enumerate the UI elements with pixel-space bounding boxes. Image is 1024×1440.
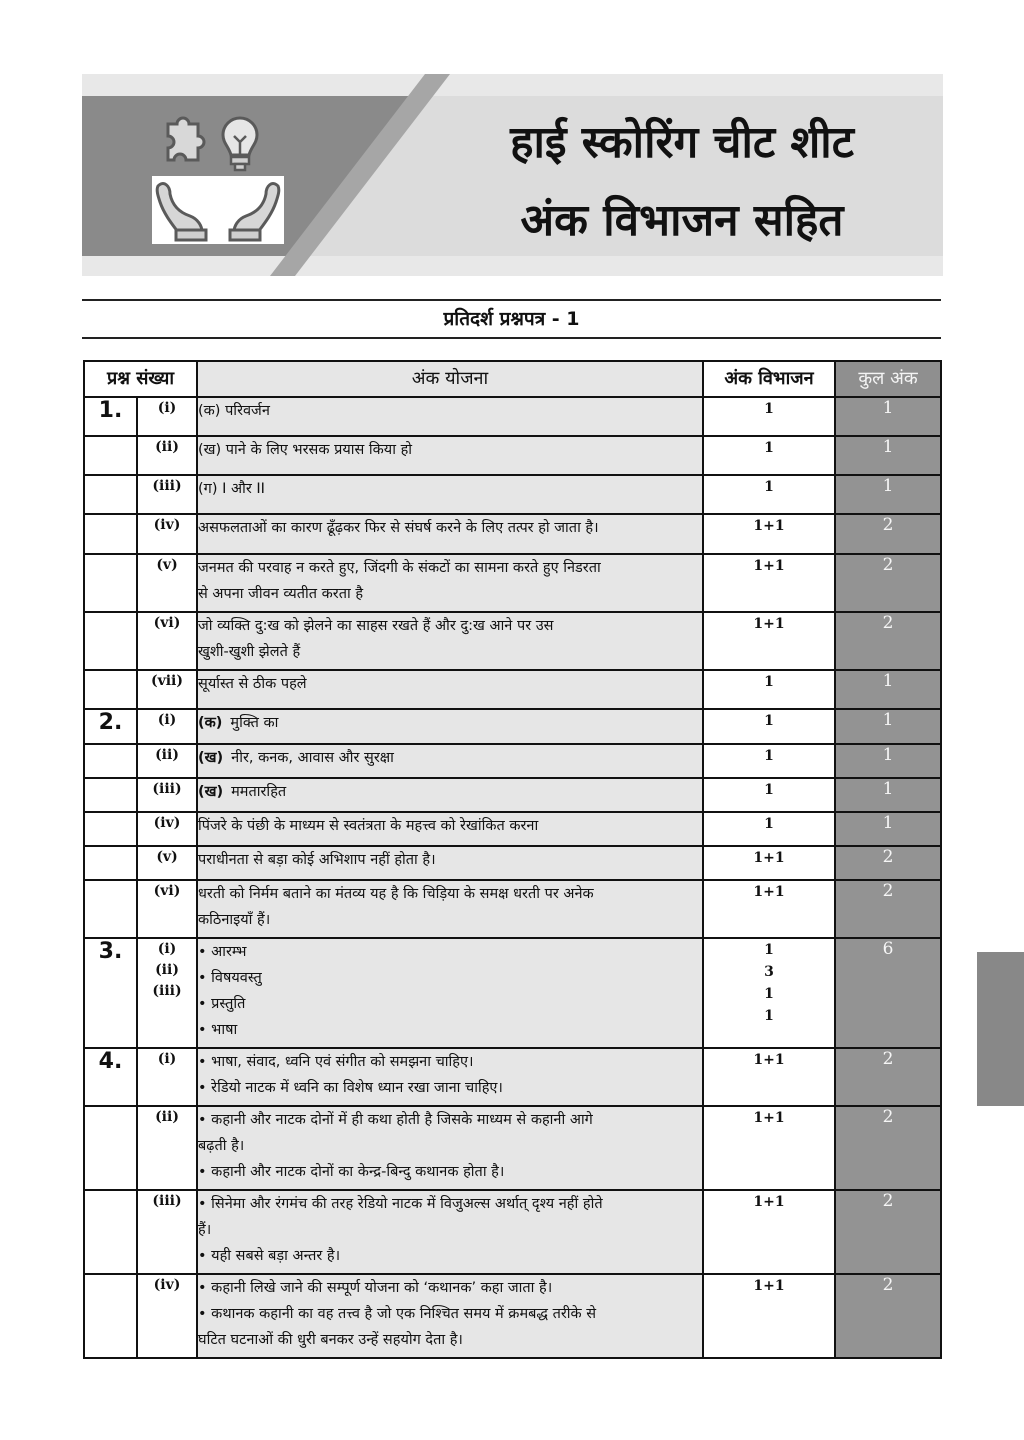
question-number — [84, 514, 137, 554]
answer-scheme — [197, 938, 703, 1048]
answer-text: पिंजरे के पंछी के माध्यम से स्वतंत्रता के महत्त्व को रेखांकित करना — [198, 818, 539, 834]
marks-split — [703, 812, 835, 846]
split-value: 1 — [764, 748, 774, 764]
answer-text: कठिनाइयाँ हैं। — [198, 912, 271, 928]
total-marks: 1 — [835, 475, 941, 514]
total-marks: 1 — [835, 778, 941, 812]
marks-split — [703, 397, 835, 436]
total-marks: 2 — [835, 1048, 941, 1106]
answer-text: असफलताओं का कारण ढूँढ़कर फिर से संघर्ष करने के लिए तत्पर हो जाता है। — [198, 520, 599, 536]
answer-text: बढ़ती है। — [198, 1138, 245, 1154]
marking-scheme-table — [83, 360, 942, 1359]
table-row — [84, 1106, 941, 1190]
sub-question-number — [137, 514, 197, 554]
sub-number: (i) — [157, 712, 177, 728]
sub-number: (ii) — [155, 747, 179, 763]
answer-scheme — [197, 778, 703, 812]
table-row — [84, 612, 941, 670]
marks-split — [703, 436, 835, 475]
sub-question-number — [137, 475, 197, 514]
answer-text: (ख) पाने के लिए भरसक प्रयास किया हो — [198, 442, 413, 458]
marks-split — [703, 846, 835, 880]
answer-line — [198, 991, 702, 1017]
answer-scheme — [197, 709, 703, 744]
answer-scheme — [197, 554, 703, 612]
total-marks: 1 — [835, 670, 941, 709]
question-number — [84, 778, 137, 812]
sub-number: (iv) — [153, 517, 181, 533]
total-marks: 1 — [835, 744, 941, 778]
answer-line — [198, 1049, 702, 1075]
answer-line — [198, 847, 702, 873]
split-value: 1 — [764, 440, 774, 456]
split-value: 1+1 — [753, 1194, 785, 1210]
table-row — [84, 1190, 941, 1274]
answer-line — [198, 779, 702, 805]
question-number: 1. — [84, 397, 137, 436]
table-row — [84, 670, 941, 709]
marks-split — [703, 938, 835, 1048]
split-value: 1 — [764, 986, 774, 1002]
answer-line — [198, 1275, 702, 1301]
answer-line — [198, 437, 702, 463]
header-total-marks: कुल अंक — [835, 361, 941, 397]
sub-question-number — [137, 812, 197, 846]
split-value: 1+1 — [753, 558, 785, 574]
sub-question-number — [137, 1190, 197, 1274]
split-value: 1+1 — [753, 1110, 785, 1126]
table-header-row — [84, 361, 941, 397]
sub-number: (iii) — [152, 781, 182, 797]
split-value: 3 — [764, 964, 774, 980]
question-number — [84, 1190, 137, 1274]
total-marks: 1 — [835, 436, 941, 475]
answer-line — [198, 1301, 702, 1327]
question-number — [84, 554, 137, 612]
answer-line — [198, 813, 702, 839]
sub-question-number — [137, 554, 197, 612]
sub-number: (i) — [157, 941, 177, 957]
question-number — [84, 812, 137, 846]
total-marks: 2 — [835, 1190, 941, 1274]
table-row — [84, 554, 941, 612]
answer-scheme — [197, 436, 703, 475]
sub-number: (vii) — [150, 673, 184, 689]
sub-question-number — [137, 436, 197, 475]
answer-text: • भाषा, संवाद, ध्वनि एवं संगीत को समझना चाहिए। — [198, 1054, 474, 1070]
marks-split — [703, 1048, 835, 1106]
answer-text: • सिनेमा और रंगमंच की तरह रेडियो नाटक में विजुअल्स अर्थात् दृश्य नहीं होते — [198, 1196, 603, 1212]
answer-text: • रेडियो नाटक में ध्वनि का विशेष ध्यान रखा जाना चाहिए। — [198, 1080, 503, 1096]
table-row — [84, 812, 941, 846]
marks-split — [703, 475, 835, 514]
split-value: 1 — [764, 1008, 774, 1024]
total-marks: 6 — [835, 938, 941, 1048]
table-row — [84, 514, 941, 554]
sub-number: (iii) — [152, 478, 182, 494]
answer-line — [198, 939, 702, 965]
option-label: (ख) — [198, 784, 224, 800]
marks-split — [703, 880, 835, 938]
banner-title-line2: अंक विभाजन सहित — [520, 195, 844, 246]
answer-line — [198, 671, 702, 697]
split-value: 1 — [764, 401, 774, 417]
total-marks: 1 — [835, 709, 941, 744]
option-label: (ख) — [198, 750, 224, 766]
marks-split — [703, 514, 835, 554]
answer-scheme — [197, 670, 703, 709]
marks-split — [703, 670, 835, 709]
sub-number: (ii) — [155, 439, 179, 455]
sub-number: (ii) — [155, 1109, 179, 1125]
total-marks: 2 — [835, 1274, 941, 1358]
table-row — [84, 1274, 941, 1358]
answer-line — [198, 881, 702, 907]
table-row — [84, 436, 941, 475]
marks-split — [703, 744, 835, 778]
answer-text: • आरम्भ — [198, 944, 247, 960]
sub-question-number — [137, 397, 197, 436]
answer-text: पराधीनता से बड़ा कोई अभिशाप नहीं होता है। — [198, 852, 436, 868]
question-number: 2. — [84, 709, 137, 744]
answer-line — [198, 1075, 702, 1101]
total-marks: 2 — [835, 554, 941, 612]
split-value: 1+1 — [753, 884, 785, 900]
side-page-tab — [977, 952, 1024, 1106]
split-value: 1+1 — [753, 616, 785, 632]
marks-split — [703, 1190, 835, 1274]
answer-line — [198, 1159, 702, 1185]
answer-text: जनमत की परवाह न करते हुए, जिंदगी के संकटों का सामना करते हुए निडरता — [198, 560, 601, 576]
question-number: 4. — [84, 1048, 137, 1106]
answer-text: खुशी-खुशी झेलते हैं — [198, 644, 301, 660]
answer-text: • कहानी और नाटक दोनों में ही कथा होती है जिसके माध्यम से कहानी आगे — [198, 1112, 593, 1128]
paper-subtitle: प्रतिदर्श प्रश्नपत्र - 1 — [82, 299, 941, 339]
total-marks: 1 — [835, 397, 941, 436]
header-marking-scheme: अंक योजना — [197, 361, 703, 397]
sub-number: (vi) — [153, 615, 181, 631]
question-number — [84, 744, 137, 778]
option-label: (क) — [198, 715, 223, 731]
table-row — [84, 1048, 941, 1106]
answer-line — [198, 639, 702, 665]
answer-text: • प्रस्तुति — [198, 996, 246, 1012]
answer-text: • यही सबसे बड़ा अन्तर है। — [198, 1248, 341, 1264]
question-number — [84, 1106, 137, 1190]
table-row — [84, 709, 941, 744]
answer-scheme — [197, 812, 703, 846]
answer-line — [198, 398, 702, 424]
answer-text: (ग) I और II — [198, 481, 265, 497]
answer-scheme — [197, 397, 703, 436]
table-row — [84, 846, 941, 880]
sub-question-number — [137, 880, 197, 938]
answer-line — [198, 1133, 702, 1159]
split-value: 1 — [764, 479, 774, 495]
answer-scheme — [197, 1274, 703, 1358]
sub-question-number — [137, 778, 197, 812]
question-number — [84, 436, 137, 475]
answer-text: • भाषा — [198, 1022, 238, 1038]
table-row — [84, 880, 941, 938]
answer-scheme — [197, 514, 703, 554]
answer-scheme — [197, 475, 703, 514]
question-number — [84, 846, 137, 880]
answer-text: • कहानी और नाटक दोनों का केन्द्र-बिन्दु कथानक होता है। — [198, 1164, 505, 1180]
sub-number: (ii) — [155, 962, 179, 978]
table-row — [84, 778, 941, 812]
answer-text: जो व्यक्ति दु:ख को झेलने का साहस रखते हैं और दु:ख आने पर उस — [198, 618, 554, 634]
answer-text: (क) परिवर्जन — [198, 403, 270, 419]
answer-text: नीर, कनक, आवास और सुरक्षा — [231, 750, 394, 766]
sub-number: (iv) — [153, 815, 181, 831]
answer-scheme — [197, 1106, 703, 1190]
table-row — [84, 475, 941, 514]
split-value: 1+1 — [753, 1052, 785, 1068]
sub-question-number — [137, 612, 197, 670]
answer-scheme — [197, 846, 703, 880]
answer-line — [198, 555, 702, 581]
split-value: 1 — [764, 816, 774, 832]
marks-split — [703, 1274, 835, 1358]
question-number — [84, 1274, 137, 1358]
answer-text: ममतारहित — [231, 784, 287, 800]
answer-text: से अपना जीवन व्यतीत करता है — [198, 586, 364, 602]
banner-title-line1: हाई स्कोरिंग चीट शीट — [510, 117, 854, 168]
sub-number: (i) — [157, 1051, 177, 1067]
answer-text: मुक्ति का — [230, 715, 279, 731]
question-number — [84, 670, 137, 709]
sub-number: (v) — [156, 849, 178, 865]
sub-question-number — [137, 744, 197, 778]
question-number — [84, 612, 137, 670]
sub-question-number — [137, 1048, 197, 1106]
split-value: 1 — [764, 674, 774, 690]
sub-number: (iv) — [153, 1277, 181, 1293]
sub-question-number — [137, 670, 197, 709]
hands-puzzle-bulb-icon — [152, 114, 284, 244]
answer-text: धरती को निर्मम बताने का मंतव्य यह है कि चिड़िया के समक्ष धरती पर अनेक — [198, 886, 594, 902]
answer-line — [198, 710, 702, 736]
split-value: 1+1 — [753, 1278, 785, 1294]
header-marks-split: अंक विभाजन — [703, 361, 835, 397]
split-value: 1 — [764, 713, 774, 729]
split-value: 1 — [764, 942, 774, 958]
answer-line — [198, 476, 702, 502]
answer-line — [198, 1191, 702, 1217]
answer-line — [198, 1327, 702, 1353]
answer-text: • कहानी लिखे जाने की सम्पूर्ण योजना को ‘कथानक’ कहा जाता है। — [198, 1280, 553, 1296]
split-value: 1+1 — [753, 518, 785, 534]
answer-line — [198, 745, 702, 771]
total-marks: 2 — [835, 612, 941, 670]
answer-line — [198, 965, 702, 991]
header-question-number: प्रश्न संख्या — [84, 361, 197, 397]
answer-scheme — [197, 1190, 703, 1274]
answer-line — [198, 1017, 702, 1043]
sub-question-number — [137, 938, 197, 1048]
banner-title — [442, 104, 922, 260]
answer-scheme — [197, 612, 703, 670]
sub-question-number — [137, 709, 197, 744]
total-marks: 2 — [835, 514, 941, 554]
marks-split — [703, 778, 835, 812]
banner — [82, 74, 943, 276]
answer-scheme — [197, 744, 703, 778]
answer-line — [198, 907, 702, 933]
answer-line — [198, 515, 702, 541]
question-number — [84, 475, 137, 514]
sub-question-number — [137, 846, 197, 880]
answer-text: सूर्यास्त से ठीक पहले — [198, 676, 307, 692]
split-value: 1 — [764, 782, 774, 798]
question-number: 3. — [84, 938, 137, 1048]
sub-number: (iii) — [152, 983, 182, 999]
answer-scheme — [197, 1048, 703, 1106]
answer-line — [198, 581, 702, 607]
total-marks: 1 — [835, 812, 941, 846]
answer-text: • कथानक कहानी का वह तत्त्व है जो एक निश्चित समय में क्रमबद्ध तरीके से — [198, 1306, 597, 1322]
marks-split — [703, 1106, 835, 1190]
marks-split — [703, 612, 835, 670]
answer-line — [198, 613, 702, 639]
marks-split — [703, 709, 835, 744]
split-value: 1+1 — [753, 850, 785, 866]
total-marks: 2 — [835, 846, 941, 880]
table-row — [84, 397, 941, 436]
question-number — [84, 880, 137, 938]
answer-text: घटित घटनाओं की धुरी बनकर उन्हें सहयोग देता है। — [198, 1332, 463, 1348]
sub-number: (v) — [156, 557, 178, 573]
sub-number: (i) — [157, 400, 177, 416]
answer-text: • विषयवस्तु — [198, 970, 262, 986]
table-row — [84, 744, 941, 778]
answer-line — [198, 1107, 702, 1133]
marks-split — [703, 554, 835, 612]
sub-question-number — [137, 1106, 197, 1190]
sub-question-number — [137, 1274, 197, 1358]
answer-line — [198, 1217, 702, 1243]
table-row — [84, 938, 941, 1048]
answer-scheme — [197, 880, 703, 938]
sub-number: (vi) — [153, 883, 181, 899]
total-marks: 2 — [835, 1106, 941, 1190]
answer-text: हैं। — [198, 1222, 212, 1238]
sub-number: (iii) — [152, 1193, 182, 1209]
answer-line — [198, 1243, 702, 1269]
total-marks: 2 — [835, 880, 941, 938]
